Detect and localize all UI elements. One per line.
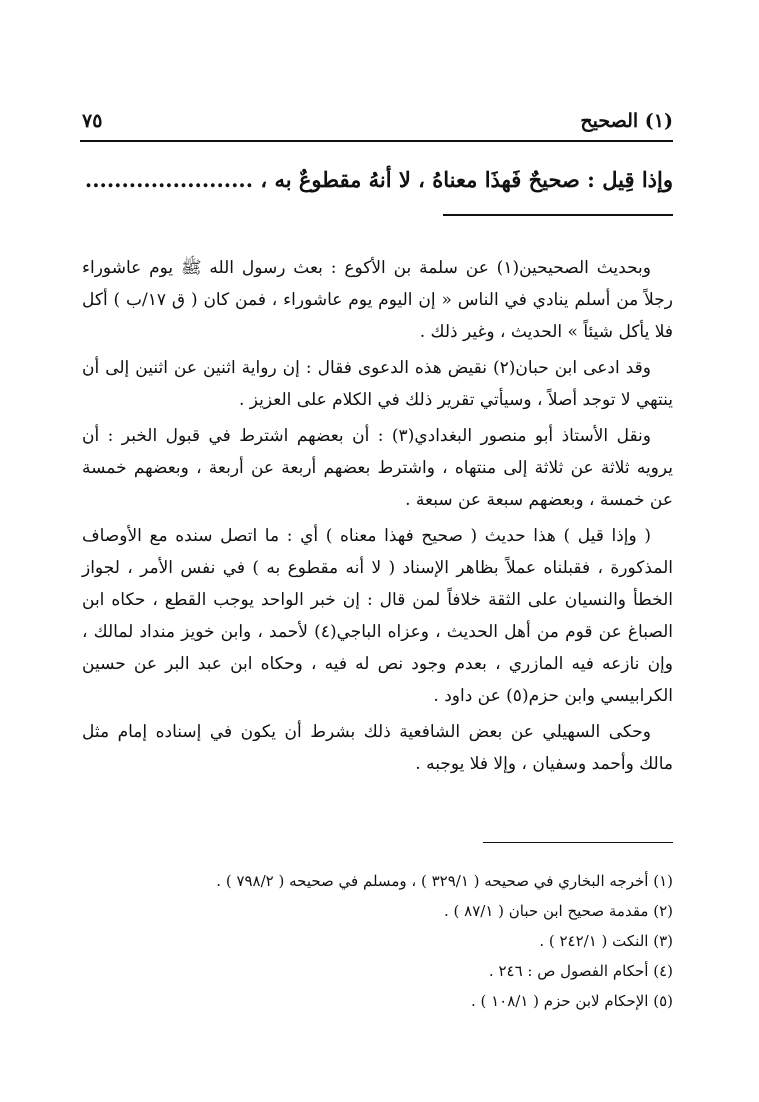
paragraph: ونقل الأستاذ أبو منصور البغدادي(٣) : أن بعضهم اشترط في قبول الخبر : أن يرويه ثلاثة عن ثلاثة إلى منتهاه ، واشترط بعضهم أربعة عن أربعة ، وبعضهم خمسة عن خمسة ، وبعضهم سبعة عن سبعة .	[82, 426, 673, 510]
page-number: ٧٥	[82, 110, 103, 132]
footnote: (٤) أحكام الفصول ص : ٢٤٦ .	[488, 962, 673, 980]
footnotes	[120, 866, 673, 1016]
paragraph: وبحديث الصحيحين(١) عن سلمة بن الأكوع : بعث رسول الله ﷺ يوم عاشوراء رجلاً من أسلم ينادي في الناس « إن اليوم يوم عاشوراء ، فمن كان ( ق ١٧/ب ) أكل فلا يأكل شيئاً » الحديث ، وغير ذلك .	[82, 258, 673, 342]
footnote: (٢) مقدمة صحيح ابن حبان ( ٨٧/١ ) .	[444, 902, 673, 920]
chapter-title: (١) الصحيح	[580, 110, 673, 132]
footnote-divider	[483, 842, 673, 843]
paragraph: ( وإذا قيل ) هذا حديث ( صحيح فهذا معناه ) أي : ما اتصل سنده مع الأوصاف المذكورة ، فقبلناه عملاً بظاهر الإسناد ( لا أنه مقطوع به ) في نفس الأمر ، لجواز الخطأ والنسيان على الثقة خلافاً لمن قال : إن خبر الواحد يوجب القطع ، حكاه ابن الصباغ عن قوم من أهل الحديث ، وعزاه الباجي(٤) لأحمد ، وابن خويز منداد لمالك ، وإن نازعه فيه المازري ، بعدم وجود نص له فيه ، وحكاه ابن عبد البر عن حسين الكرابيسي وابن حزم(٥) عن داود .	[82, 526, 673, 706]
footnote: (٥) الإحكام لابن حزم ( ١٠٨/١ ) .	[470, 992, 673, 1010]
page-header	[82, 110, 673, 142]
paragraph: وقد ادعى ابن حبان(٢) نقيض هذه الدعوى فقال : إن رواية اثنين عن اثنين إلى أن ينتهي لا توجد أصلاً ، وسيأتي تقرير ذلك في الكلام على العزيز .	[82, 358, 673, 410]
commentary-body	[82, 252, 673, 784]
header-divider	[80, 140, 673, 142]
footnote: (٣) النكت ( ٢٤٢/١ ) .	[539, 932, 673, 950]
paragraph: وحكى السهيلي عن بعض الشافعية ذلك بشرط أن يكون في إسناده إمام مثل مالك وأحمد وسفيان ، وإلا فلا يوجبه .	[82, 722, 673, 774]
matn-text: وإذا قِيل : صحيحٌ فَهذَا معناهُ ، لا أنهُ مقطوعٌ به ، .......................	[84, 167, 673, 192]
footnote: (١) أخرجه البخاري في صحيحه ( ٣٢٩/١ ) ، ومسلم في صحيحه ( ٧٩٨/٢ ) .	[216, 872, 673, 890]
matn-divider	[443, 214, 673, 216]
